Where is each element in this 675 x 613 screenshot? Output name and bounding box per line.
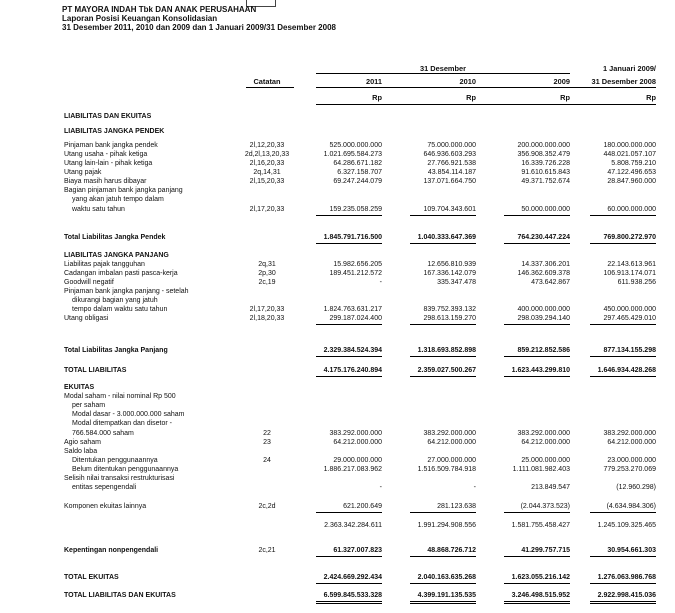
table-row [0,305,675,314]
row-value: 12.656.810.939 [427,261,476,268]
underline [590,601,656,602]
underline [410,243,476,244]
underline [504,603,570,604]
row-value: 1.245.109.325.465 [597,522,656,529]
row-value: 167.336.142.079 [423,270,476,277]
row-value: 764.230.447.224 [517,234,570,241]
underline [316,324,382,325]
col-header-jan1-line2: 31 Desember 2008 [591,77,656,86]
row-value: 213.849.547 [531,484,570,491]
row-note: 2q,31 [258,261,276,268]
underline [504,512,570,513]
row-label: Goodwill negatif [64,279,114,286]
row-value: 298.613.159.270 [423,315,476,322]
table-row [0,447,675,456]
row-value: 1.516.509.784.918 [417,466,476,473]
underline [410,556,476,557]
table-row [0,483,675,492]
row-value: 75.000.000.000 [427,142,476,149]
table-row [0,546,675,555]
table-row [0,591,675,600]
underline [590,603,656,604]
underline [316,556,382,557]
row-value: 64.212.000.000 [607,439,656,446]
table-row [0,233,675,242]
row-value: 383.292.000.000 [423,430,476,437]
table-row [0,296,675,305]
row-value: 106.913.174.071 [603,270,656,277]
row-value: 61.327.007.823 [333,547,382,554]
row-note: 23 [263,439,271,446]
row-value: 30.954.661.303 [607,547,656,554]
underline [504,583,570,584]
row-note: 2p,30 [258,270,276,277]
underline [590,376,656,377]
table-row [0,159,675,168]
row-label: Biaya masih harus dibayar [64,178,147,185]
row-label: Agio saham [64,439,101,446]
table-row [0,392,675,401]
row-value: 1.646.934.428.268 [597,367,656,374]
row-value: - [379,279,382,286]
row-value: 2.329.384.524.394 [323,347,382,354]
row-value: 27.766.921.538 [427,160,476,167]
company-name: PT MAYORA INDAH Tbk DAN ANAK PERUSAHAAN [62,5,257,14]
row-label: Komponen ekuitas lainnya [64,503,147,510]
row-note: 2c,2d [258,503,276,510]
row-label: Modal ditempatkan dan disetor - [72,420,172,427]
row-value: 28.847.960.000 [607,178,656,185]
table-row [0,177,675,186]
row-value: - [379,484,382,491]
row-value: 2.359.027.500.267 [417,367,476,374]
row-value: 646.936.603.293 [423,151,476,158]
row-value: 2.922.998.415.036 [597,592,656,599]
row-value: 15.982.656.205 [333,261,382,268]
row-value: 1.824.763.631.217 [323,306,382,313]
row-value: 525.000.000.000 [329,142,382,149]
underline [316,512,382,513]
row-value: 3.246.498.515.952 [511,592,570,599]
row-value: 383.292.000.000 [603,430,656,437]
row-value: 450.000.000.000 [603,306,656,313]
table-row [0,410,675,419]
row-label: per saham [72,402,106,409]
row-note: 2q,14,31 [253,169,281,176]
row-value: 41.299.757.715 [521,547,570,554]
row-value: 1.581.755.458.427 [511,522,570,529]
row-value: 47.122.496.653 [607,169,656,176]
currency-jan1: Rp [646,93,656,102]
table-row [0,168,675,177]
row-value: 137.071.664.750 [423,178,476,185]
underline [590,215,656,216]
row-label: TOTAL LIABILITAS [64,367,127,374]
row-value: 400.000.000.000 [517,306,570,313]
row-label: 766.584.000 saham [72,430,134,437]
row-value: 27.000.000.000 [427,457,476,464]
row-label: LIABILITAS DAN EKUITAS [64,113,152,120]
row-label: Utang usaha - pihak ketiga [64,151,148,158]
row-label: entitas sepengendali [72,484,137,491]
row-value: 16.339.726.228 [521,160,570,167]
row-value: 48.868.726.712 [427,547,476,554]
underline [590,324,656,325]
currency-2010: Rp [466,93,476,102]
row-value: 1.623.443.299.810 [511,367,570,374]
row-value: (4.634.984.306) [606,503,656,510]
row-value: 49.371.752.674 [521,178,570,185]
underline [410,603,476,604]
row-label: yang akan jatuh tempo dalam [72,196,164,203]
row-value: 146.362.609.378 [517,270,570,277]
table-row [0,573,675,582]
underline [316,376,382,377]
row-value: 43.854.114.187 [427,169,476,176]
currency-2011: Rp [372,93,382,102]
row-value: (2.044.373.523) [520,503,570,510]
row-value: 60.000.000.000 [607,206,656,213]
row-note: 2l,17,20,33 [249,306,285,313]
underline [590,556,656,557]
table-row [0,474,675,483]
row-value: 1.886.217.083.962 [323,466,382,473]
row-value: 779.253.270.069 [603,466,656,473]
row-value: 5.808.759.210 [611,160,656,167]
row-label: Saldo laba [64,448,98,455]
table-row [0,438,675,447]
table-row [0,278,675,287]
underline [410,376,476,377]
underline [590,583,656,584]
row-value: 335.347.478 [437,279,476,286]
table-row [0,127,675,136]
row-note: 2l,18,20,33 [249,315,285,322]
row-value: 299.187.024.400 [329,315,382,322]
row-value: 1.111.081.982.403 [512,466,570,473]
row-value: 189.451.212.572 [329,270,382,277]
table-row [0,383,675,392]
row-note: 24 [263,457,271,464]
row-label: Pinjaman bank jangka pendek [64,142,158,149]
row-label: tempo dalam waktu satu tahun [72,306,168,313]
table-row [0,429,675,438]
underline [316,583,382,584]
report-title: Laporan Posisi Keuangan Konsolidasian [62,14,218,23]
underline [316,603,382,604]
row-note: 2l,17,20,33 [249,206,285,213]
row-value: 611.938.256 [617,279,656,286]
col-header-jan1-line1: 1 Januari 2009/ [602,64,656,73]
row-label: LIABILITAS JANGKA PENDEK [64,128,165,135]
row-value: 297.465.429.010 [603,315,656,322]
underline [504,601,570,602]
table-row [0,269,675,278]
row-label: Liabilitas pajak tangguhan [64,261,145,268]
table-row [0,465,675,474]
row-value: 1.276.063.986.768 [597,574,656,581]
underline [316,356,382,357]
row-label: Total Liabilitas Jangka Panjang [64,347,168,354]
table-row [0,195,675,204]
table-row [0,314,675,323]
table-row [0,186,675,195]
table-row [0,401,675,410]
row-label: Ditentukan penggunaannya [72,457,158,464]
table-row [0,456,675,465]
row-value: 6.327.158.707 [337,169,382,176]
row-note: 2d,2l,13,20,33 [244,151,290,158]
row-value: 14.337.306.201 [521,261,570,268]
row-label: Cadangan imbalan pasti pasca-kerja [64,270,178,277]
table-row [0,112,675,121]
row-value: 22.143.613.961 [607,261,656,268]
row-label: TOTAL LIABILITAS DAN EKUITAS [64,592,176,599]
row-value: 2.363.342.284.611 [324,522,382,529]
underline [410,512,476,513]
col-header-catatan: Catatan [253,77,281,86]
row-label: Total Liabilitas Jangka Pendek [64,234,166,241]
row-value: 1.845.791.716.500 [323,234,382,241]
table-row [0,205,675,214]
row-value: 356.908.352.479 [517,151,570,158]
row-value: 25.000.000.000 [521,457,570,464]
table-row [0,251,675,260]
row-label: Kepentingan nonpengendali [64,547,159,554]
row-value: 69.247.244.079 [333,178,382,185]
row-label: Pinjaman bank jangka panjang - setelah [64,288,189,295]
col-header-2011: 2011 [365,77,382,86]
table-row [0,346,675,355]
row-label: Selisih nilai transaksi restrukturisasi [64,475,175,482]
row-label: EKUITAS [64,384,95,391]
row-label: Modal dasar - 3.000.000.000 saham [72,411,185,418]
row-label: Modal saham - nilai nominal Rp 500 [64,393,176,400]
row-value: 473.642.867 [531,279,570,286]
row-value: - [473,484,476,491]
underline [316,243,382,244]
col-header-2010: 2010 [459,77,476,86]
table-row [0,502,675,511]
row-value: 64.212.000.000 [521,439,570,446]
underline [504,324,570,325]
row-value: 621.200.649 [343,503,382,510]
row-value: 1.318.693.852.898 [417,347,476,354]
row-label: TOTAL EKUITAS [64,574,119,581]
row-value: 180.000.000.000 [603,142,656,149]
row-label: Utang obligasi [64,315,109,322]
row-note: 2c,21 [258,547,276,554]
row-value: 91.610.615.843 [521,169,570,176]
row-value: 1.623.055.216.142 [511,574,570,581]
row-value: 769.800.272.970 [603,234,656,241]
row-value: 877.134.155.298 [603,347,656,354]
row-value: 29.000.000.000 [333,457,382,464]
report-period: 31 Desember 2011, 2010 dan 2009 dan 1 Januari 2009/31 Desember 2008 [62,23,336,32]
row-note: 2c,19 [258,279,276,286]
underline [410,601,476,602]
underline [316,215,382,216]
row-label: Utang lain-lain - pihak ketiga [64,160,153,167]
row-value: 839.752.393.132 [423,306,476,313]
row-value: 298.039.294.140 [517,315,570,322]
row-value: 6.599.845.533.328 [323,592,382,599]
row-value: 1.991.294.908.556 [417,522,476,529]
underline [504,356,570,357]
currency-2009: Rp [560,93,570,102]
col-group-31-desember: 31 Desember [419,64,466,73]
row-note: 2l,12,20,33 [249,142,285,149]
underline [504,376,570,377]
underline [410,356,476,357]
row-value: 383.292.000.000 [329,430,382,437]
row-value: 448.021.057.107 [603,151,656,158]
underline [410,215,476,216]
underline [410,324,476,325]
row-note: 2l,15,20,33 [249,178,285,185]
table-row [0,150,675,159]
col-header-2009: 2009 [553,77,570,86]
underline [590,512,656,513]
row-value: 859.212.852.586 [517,347,570,354]
row-label: Utang pajak [64,169,102,176]
row-value: 281.123.638 [437,503,476,510]
row-value: 200.000.000.000 [517,142,570,149]
table-row [0,521,675,530]
table-row [0,260,675,269]
row-value: 64.286.671.182 [333,160,382,167]
underline [504,556,570,557]
row-value: (12.960.298) [616,484,656,491]
row-value: 1.021.695.584.273 [323,151,382,158]
row-value: 64.212.000.000 [333,439,382,446]
row-value: 64.212.000.000 [427,439,476,446]
table-row [0,287,675,296]
row-value: 4.399.191.135.535 [417,592,476,599]
row-label: Belum ditentukan penggunaannya [72,466,179,473]
underline [504,243,570,244]
table-row [0,419,675,428]
table-row [0,366,675,375]
row-value: 383.292.000.000 [517,430,570,437]
row-label: Bagian pinjaman bank jangka panjang [64,187,183,194]
row-label: LIABILITAS JANGKA PANJANG [64,252,169,259]
underline [504,215,570,216]
underline [590,243,656,244]
underline [316,601,382,602]
row-value: 2.424.669.292.434 [323,574,382,581]
table-row [0,141,675,150]
row-value: 50.000.000.000 [521,206,570,213]
row-value: 4.175.176.240.894 [323,367,382,374]
underline [590,356,656,357]
row-value: 109.704.343.601 [423,206,476,213]
row-value: 1.040.333.647.369 [417,234,476,241]
row-label: waktu satu tahun [72,206,125,213]
row-value: 2.040.163.635.268 [417,574,476,581]
row-note: 22 [263,430,271,437]
row-label: dikurangi bagian yang jatuh [72,297,158,304]
underline [410,583,476,584]
row-value: 23.000.000.000 [607,457,656,464]
row-value: 159.235.058.259 [329,206,382,213]
row-note: 2l,16,20,33 [249,160,285,167]
